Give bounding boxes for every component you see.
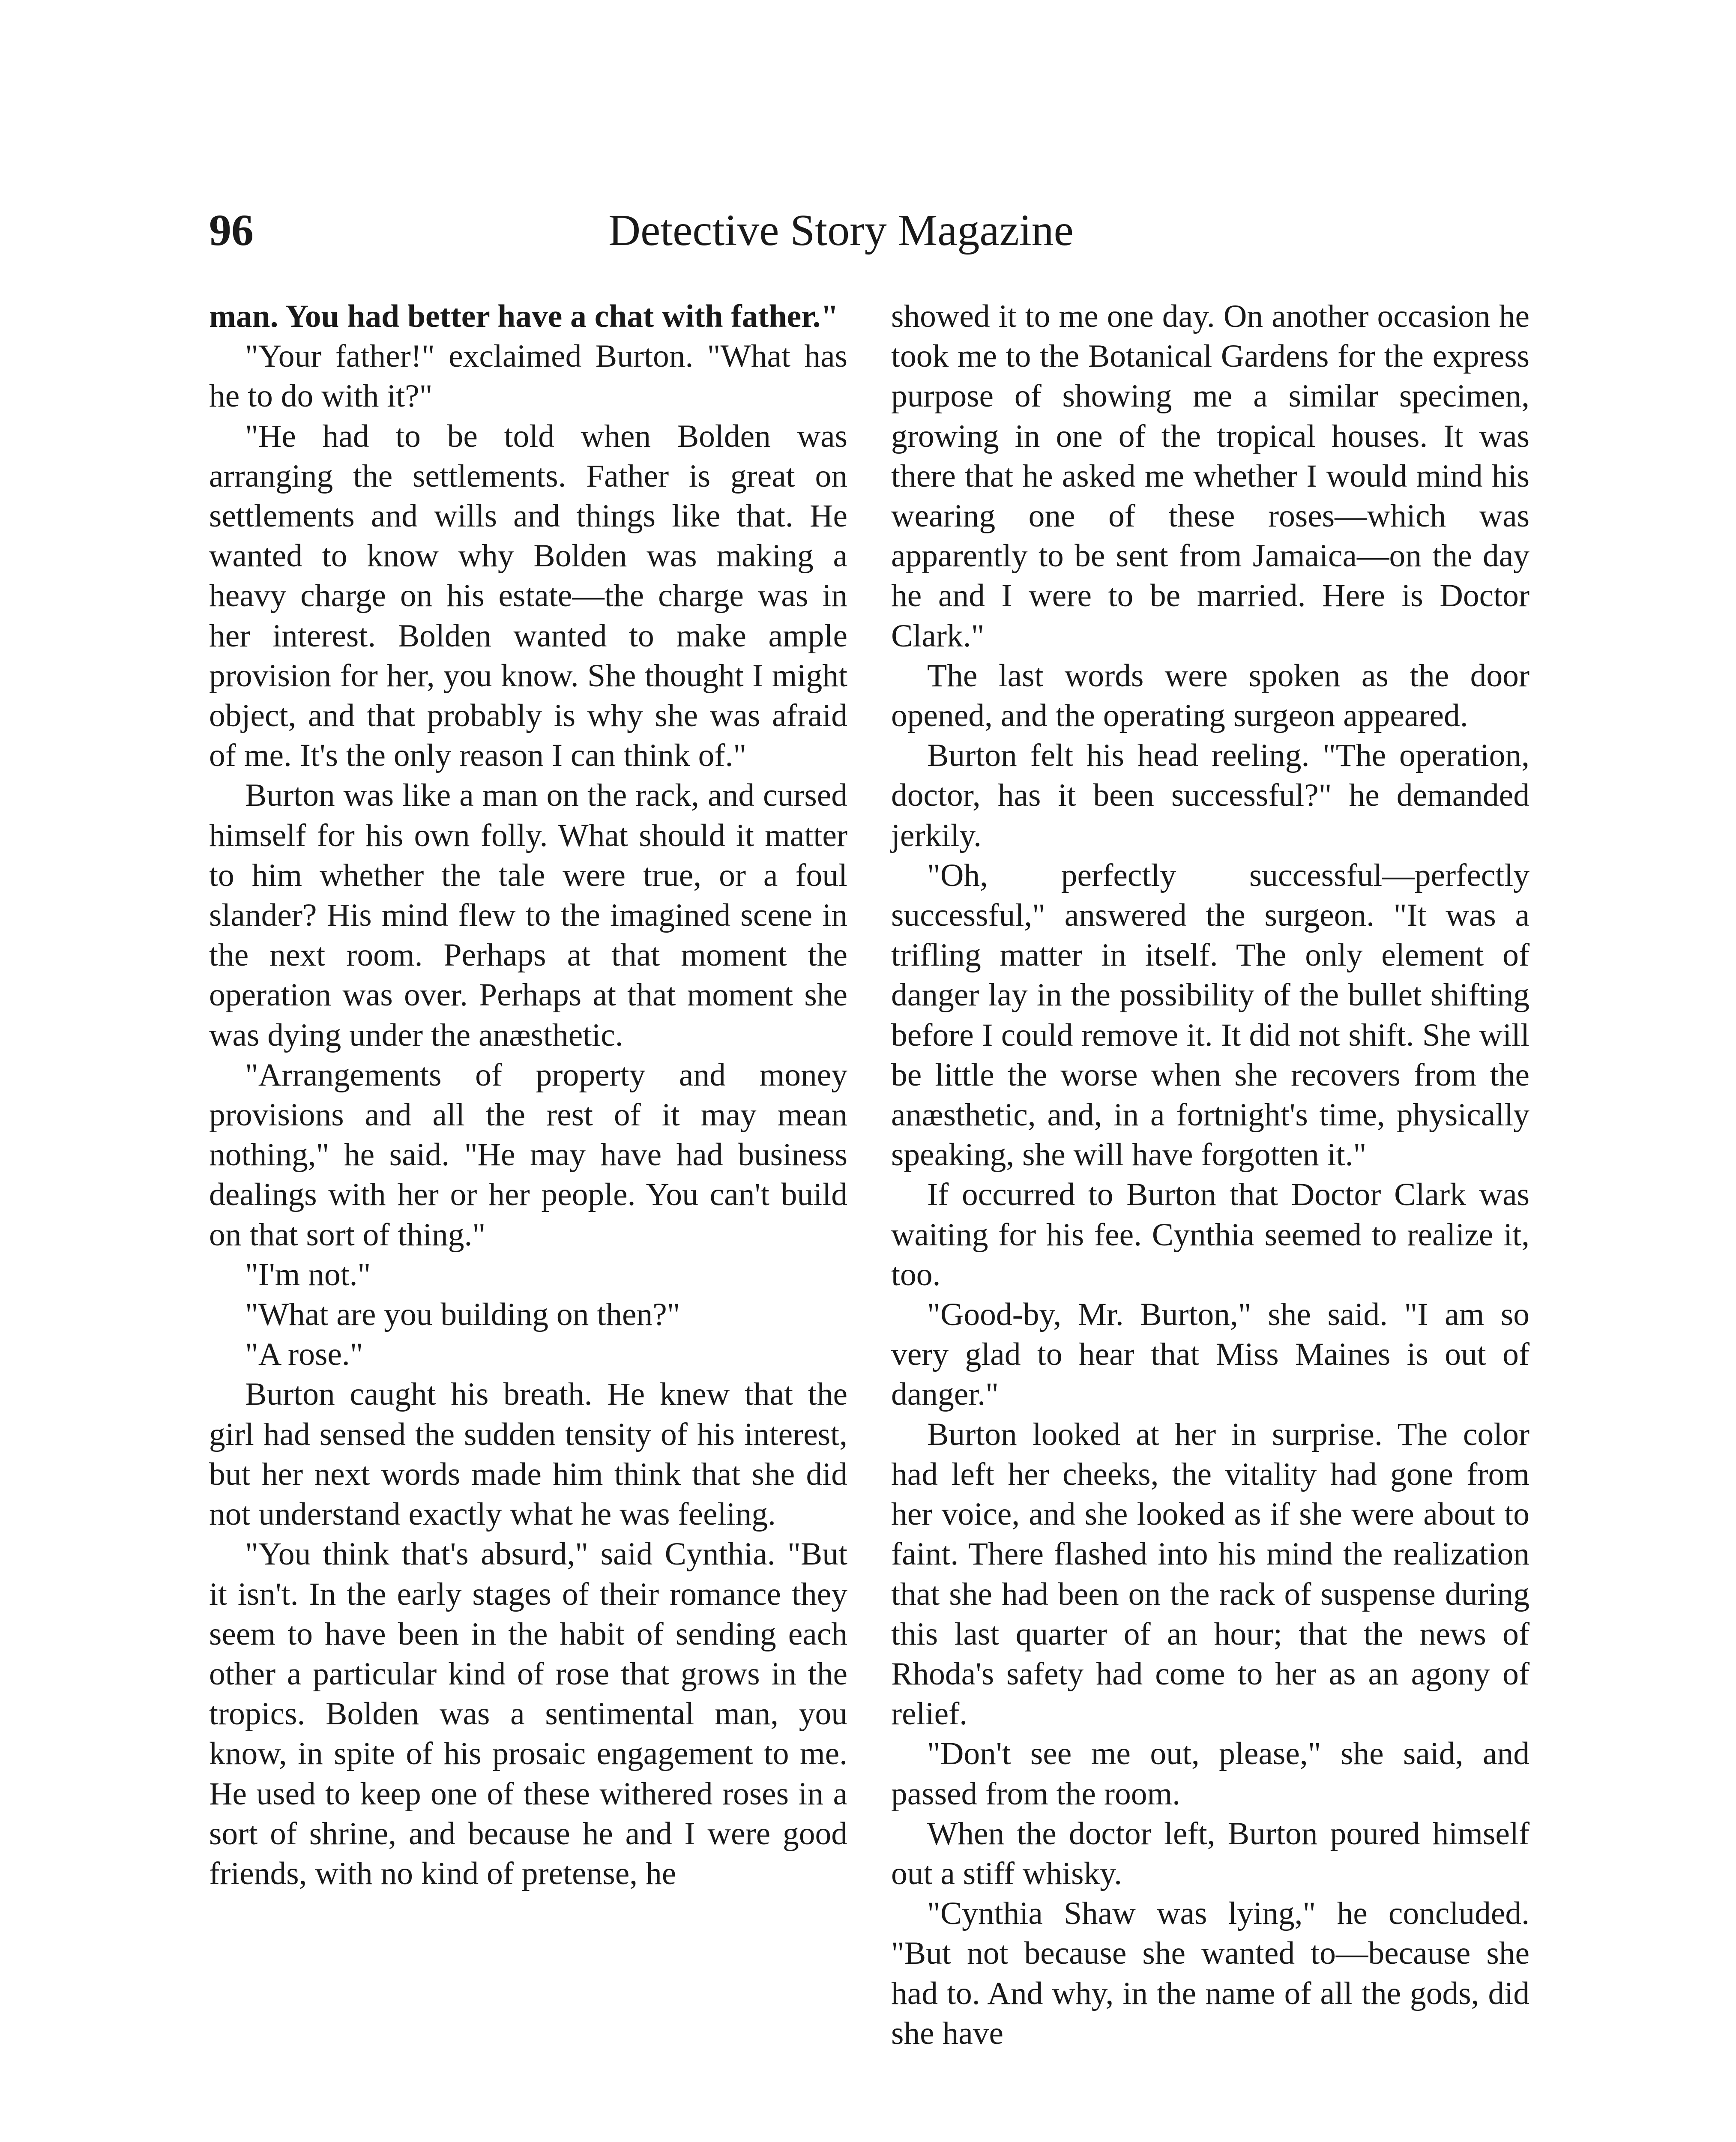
paragraph: "You think that's absurd," said Cynthia. "But it isn't. In the early stages of their romance they seem to have been in the habit of sending each other a particular kind of rose that grows in the tropics. Bolden was a sentimental man, you know, in spite of his prosaic engagement to me. He used to keep one of these withered roses in a sort of shrine, and because he and I were good friends, with no kind of pretense, he [209, 1536, 847, 1891]
left-column [209, 296, 847, 1894]
paragraph: "Arrangements of property and money provisions and all the rest of it may mean nothing," he said. "He may have had business dealings with her or her people. You can't build on that sort of thing." [209, 1057, 847, 1253]
paragraph: When the doctor left, Burton poured himself out a stiff whisky. [891, 1816, 1529, 1891]
right-column [891, 296, 1529, 2053]
paragraph: Burton looked at her in surprise. The color had left her cheeks, the vitality had gone from her voice, and she looked as if she were about to faint. There flashed into his mind the realization that she had been on the rack of suspense during this last quarter of an hour; that the news of Rhoda's safety had come to her as an agony of relief. [891, 1416, 1529, 1732]
paragraph: "He had to be told when Bolden was arranging the settlements. Father is great on settlements and wills and things like that. He wanted to know why Bolden was making a heavy charge on his estate—the charge was in her interest. Bolden wanted to make ample provision for her, you know. She thought I might object, and that probably is why she was afraid of me. It's the only reason I can think of." [209, 418, 847, 774]
paragraph: showed it to me one day. On another occasion he took me to the Botanical Gardens for the express purpose of showing me a similar specimen, growing in one of the tropical houses. It was there that he asked me whether I would mind his wearing one of these roses—which was apparently to be sent from Jamaica—on the day he and I were to be married. Here is Doctor Clark." [891, 299, 1529, 654]
paragraph: "Your father!" exclaimed Burton. "What has he to do with it?" [209, 338, 847, 414]
paragraph: Burton caught his breath. He knew that the girl had sensed the sudden tensity of his interest, but her next words made him think that she did not understand exactly what he was feeling. [209, 1376, 847, 1532]
paragraph: "Don't see me out, please," she said, and passed from the room. [891, 1736, 1529, 1812]
paragraph: "A rose." [245, 1337, 363, 1373]
paragraph: "Good-by, Mr. Burton," she said. "I am so very glad to hear that Miss Maines is out of danger." [891, 1297, 1529, 1412]
paragraph: man. You had better have a chat with father." [209, 299, 839, 334]
paragraph: If occurred to Burton that Doctor Clark was waiting for his fee. Cynthia seemed to realize it, too. [891, 1177, 1529, 1292]
paragraph: "Oh, perfectly successful—perfectly successful," answered the surgeon. "It was a trifling matter in itself. The only element of danger lay in the possibility of the bullet shifting before I could remove it. It did not shift. She will be little the worse when she recovers from the anæsthetic, and, in a fortnight's time, physically speaking, she will have forgotten it." [891, 857, 1529, 1173]
page-number: 96 [209, 206, 254, 255]
paragraph: "I'm not." [245, 1256, 371, 1292]
paragraph: Burton felt his head reeling. "The operation, doctor, has it been successful?" he demanded jerkily. [891, 738, 1529, 853]
paragraph: "What are you building on then?" [245, 1297, 680, 1333]
paragraph: Burton was like a man on the rack, and cursed himself for his own folly. What should it matter to him whether the tale were true, or a foul slander? His mind flew to the imagined scene in the next room. Perhaps at that moment the operation was over. Perhaps at that moment she was dying under the anæsthetic. [209, 778, 847, 1053]
paragraph: "Cynthia Shaw was lying," he concluded. "But not because she wanted to—because she had to. And why, in the name of all the gods, did she have [891, 1896, 1529, 2051]
paragraph: The last words were spoken as the door opened, and the operating surgeon appeared. [891, 658, 1529, 734]
running-title: Detective Story Magazine [608, 206, 1074, 255]
